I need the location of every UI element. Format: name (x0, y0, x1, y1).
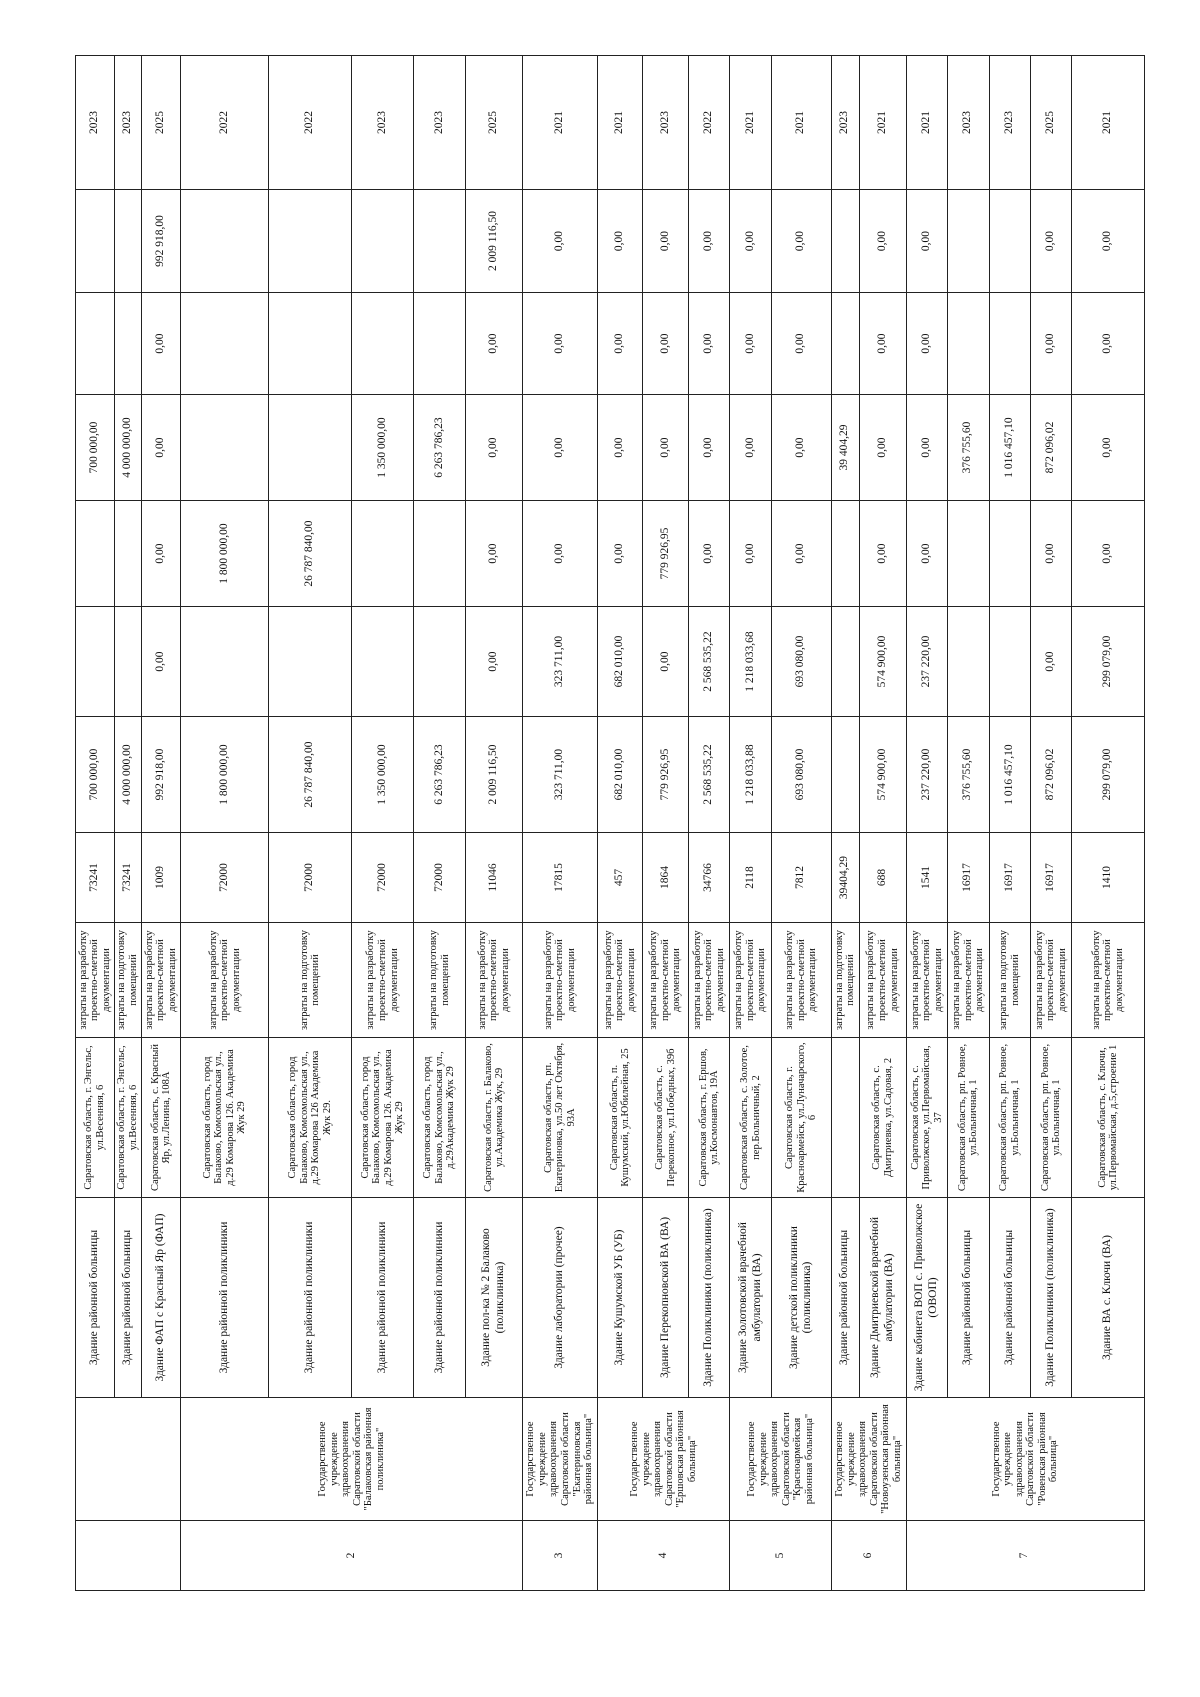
table-row (1031, 56, 1072, 1591)
cell-total: 700 000,00 (76, 717, 115, 833)
cell-vb: 0,00 (906, 190, 947, 293)
cell-mb: 4 000 000,00 (114, 395, 141, 501)
cell-rb (76, 501, 115, 607)
cell-mb: 1 016 457,10 (989, 395, 1030, 501)
cell-address: Саратовская область, г. Ершов, ул.Космонавтов, 19А (689, 1038, 730, 1198)
cell-object: Здание пол-ка № 2 Балаково (поликлиника) (466, 1198, 523, 1398)
cell-fb: 237 220,00 (906, 607, 947, 717)
cell-rb: 0,00 (771, 501, 831, 607)
cell-object: Здание районной поликлиники (269, 1198, 352, 1398)
cell-vb (269, 190, 352, 293)
cell-ob (948, 293, 989, 395)
cell-fb (414, 607, 466, 717)
cell-total: 376 755,60 (948, 717, 989, 833)
cell-address: Саратовская область, с. Дмитриевка, ул.Садовая, 2 (859, 1038, 906, 1198)
cell-cost-type: затраты на разработку проектно-сметной документации (76, 923, 115, 1038)
cell-fb: 574 900,00 (859, 607, 906, 717)
cell-total: 992 918,00 (141, 717, 180, 833)
cell-object: Здание кабинета ВОП с. Приволжское (ОВОП) (906, 1198, 947, 1398)
cell-ob: 0,00 (730, 293, 771, 395)
cell-address (831, 1038, 859, 1198)
cell-total: 682 010,00 (597, 717, 643, 833)
cell-object: Здание районной больницы (989, 1198, 1030, 1398)
cell-area: 72000 (181, 833, 269, 923)
cell-vb (181, 190, 269, 293)
cell-year: 2023 (76, 56, 115, 190)
cell-address: Саратовская область, с. Красный Яр, ул.Ленина, 108А (141, 1038, 180, 1198)
cell-address: Саратовская область, город Балаково, Комсомольская ул., д.29Академика Жук 29 (414, 1038, 466, 1198)
cell-rb: 0,00 (906, 501, 947, 607)
cell-cost-type: затраты на разработку проектно-сметной документации (352, 923, 414, 1038)
cell-mb: 0,00 (597, 395, 643, 501)
cell-year: 2021 (906, 56, 947, 190)
cell-mb: 39 404,29 (831, 395, 859, 501)
cell-vb (831, 190, 859, 293)
cell-ob (831, 293, 859, 395)
cell-ob: 0,00 (523, 293, 598, 395)
cell-year: 2023 (948, 56, 989, 190)
cell-area: 17815 (523, 833, 598, 923)
cell-rb (948, 501, 989, 607)
cell-fb (181, 607, 269, 717)
institution-cell: Государственное учреждение здравоохранения Саратовской области "Балаковская районная поликлиника" (181, 1398, 523, 1521)
cell-ob: 0,00 (1072, 293, 1145, 395)
cell-mb: 872 096,02 (1031, 395, 1072, 501)
cell-rb (414, 501, 466, 607)
cell-address: Саратовская область, город Балаково, Комсомольская ул., д.29 Комарова 126 Академика Жук 29. (269, 1038, 352, 1198)
cell-fb (114, 607, 141, 717)
cell-address: Саратовская область, с. Приволжское, ул.Первомайская, 37 (906, 1038, 947, 1198)
cell-cost-type: затраты на подготовку помещений (114, 923, 141, 1038)
cell-total: 2 009 116,50 (466, 717, 523, 833)
table-row (1072, 56, 1145, 1591)
institution-cell: Государственное учреждение здравоохранения Саратовской области "Ровенская районная больница" (906, 1398, 1144, 1521)
cell-mb: 1 350 000,00 (352, 395, 414, 501)
cell-rb: 0,00 (859, 501, 906, 607)
institution-cell (76, 1398, 181, 1521)
cell-rb (989, 501, 1030, 607)
cell-address: Саратовская область, п. Кушумский, ул.Юбилейная, 25 (597, 1038, 643, 1198)
cell-total: 1 218 033,88 (730, 717, 771, 833)
cell-area: 1541 (906, 833, 947, 923)
cell-vb (76, 190, 115, 293)
row-number-cell (76, 1521, 181, 1591)
cell-year: 2023 (352, 56, 414, 190)
cell-ob: 0,00 (771, 293, 831, 395)
cell-fb: 323 711,00 (523, 607, 598, 717)
cell-year: 2023 (114, 56, 141, 190)
cell-area: 16917 (948, 833, 989, 923)
institution-cell: Государственное учреждение здравоохранения Саратовской области "Новоузенская районная больница" (831, 1398, 906, 1521)
cell-ob: 0,00 (906, 293, 947, 395)
table-row (181, 56, 269, 1591)
cell-area: 688 (859, 833, 906, 923)
cell-address: Саратовская область, город Балаково, Комсомольская ул., д.29 Комарова 126. Академика Жук 29 (181, 1038, 269, 1198)
cell-cost-type: затраты на разработку проектно-сметной документации (689, 923, 730, 1038)
cell-vb: 992 918,00 (141, 190, 180, 293)
cell-cost-type: затраты на разработку проектно-сметной документации (771, 923, 831, 1038)
institution-cell: Государственное учреждение здравоохранения Саратовской области "Красноармейская районная больница" (730, 1398, 831, 1521)
cell-vb (948, 190, 989, 293)
cell-cost-type: затраты на разработку проектно-сметной документации (141, 923, 180, 1038)
cell-total: 4 000 000,00 (114, 717, 141, 833)
cell-area: 72000 (269, 833, 352, 923)
cell-area: 72000 (352, 833, 414, 923)
cell-fb (831, 607, 859, 717)
cell-vb: 0,00 (859, 190, 906, 293)
cell-address: Саратовская область, г. Энгельс, ул.Весенняя, 6 (114, 1038, 141, 1198)
row-number-cell: 5 (730, 1521, 831, 1591)
cell-object: Здание районной больницы (831, 1198, 859, 1398)
rotated-table-wrapper (75, 56, 1145, 1591)
cell-total: 1 800 000,00 (181, 717, 269, 833)
table-row (771, 56, 831, 1591)
cell-area: 457 (597, 833, 643, 923)
cell-total: 574 900,00 (859, 717, 906, 833)
cell-cost-type: затраты на разработку проектно-сметной документации (523, 923, 598, 1038)
cell-total: 693 080,00 (771, 717, 831, 833)
cell-total: 1 350 000,00 (352, 717, 414, 833)
cell-mb: 0,00 (730, 395, 771, 501)
cell-vb (414, 190, 466, 293)
cell-rb: 0,00 (1072, 501, 1145, 607)
cell-mb (269, 395, 352, 501)
cell-vb (352, 190, 414, 293)
cell-object: Здание лаборатории (прочее) (523, 1198, 598, 1398)
table-row (269, 56, 352, 1591)
cell-ob: 0,00 (689, 293, 730, 395)
cell-mb: 0,00 (906, 395, 947, 501)
cell-fb (76, 607, 115, 717)
cell-mb: 376 755,60 (948, 395, 989, 501)
cell-address: Саратовская область, г. Энгельс, ул.Весенняя, 6 (76, 1038, 115, 1198)
cell-year: 2022 (269, 56, 352, 190)
cell-ob: 0,00 (141, 293, 180, 395)
cell-area: 34766 (689, 833, 730, 923)
cell-fb: 0,00 (643, 607, 689, 717)
row-number-cell: 4 (597, 1521, 730, 1591)
table-row (831, 56, 859, 1591)
cell-object: Здание районной поликлиники (414, 1198, 466, 1398)
cell-address: Саратовская область, с. Ключи, ул.Первомайская, д.5,строение 1 (1072, 1038, 1145, 1198)
cell-address: Саратовская область, с. Золотое, пер.Больничный, 2 (730, 1038, 771, 1198)
cell-year: 2021 (597, 56, 643, 190)
cell-ob: 0,00 (1031, 293, 1072, 395)
cell-cost-type: затраты на разработку проектно-сметной документации (906, 923, 947, 1038)
cell-rb: 0,00 (466, 501, 523, 607)
cell-area: 2118 (730, 833, 771, 923)
cell-vb: 0,00 (523, 190, 598, 293)
table-row (466, 56, 523, 1591)
cell-rb: 0,00 (597, 501, 643, 607)
cell-mb: 0,00 (141, 395, 180, 501)
funding-table (75, 55, 1145, 1591)
cell-mb: 6 263 786,23 (414, 395, 466, 501)
cell-year: 2025 (1031, 56, 1072, 190)
cell-area: 16917 (1031, 833, 1072, 923)
cell-cost-type: затраты на подготовку помещений (831, 923, 859, 1038)
cell-address: Саратовская область, рп. Ровное, ул.Больничная, 1 (1031, 1038, 1072, 1198)
cell-year: 2023 (989, 56, 1030, 190)
cell-vb: 2 009 116,50 (466, 190, 523, 293)
cell-ob (414, 293, 466, 395)
cell-rb: 0,00 (523, 501, 598, 607)
cell-total (831, 717, 859, 833)
cell-cost-type: затраты на подготовку помещений (989, 923, 1030, 1038)
institution-cell: Государственное учреждение здравоохранения Саратовской области "Екатериновская районная больница" (523, 1398, 598, 1521)
cell-object: Здание Перекопновской ВА (ВА) (643, 1198, 689, 1398)
cell-fb: 682 010,00 (597, 607, 643, 717)
cell-ob (114, 293, 141, 395)
cell-address: Саратовская область, рп. Ровное, ул.Больничная, 1 (989, 1038, 1030, 1198)
cell-vb (114, 190, 141, 293)
cell-cost-type: затраты на подготовку помещений (269, 923, 352, 1038)
cell-ob (989, 293, 1030, 395)
cell-rb (114, 501, 141, 607)
cell-address: Саратовская область, город Балаково, Комсомольская ул., д.29 Комарова 126. Академика Жук 29 (352, 1038, 414, 1198)
cell-year: 2025 (141, 56, 180, 190)
cell-address: Саратовская область, рп. Екатериновка, ул.50 лет Октября, 93А (523, 1038, 598, 1198)
cell-mb: 0,00 (689, 395, 730, 501)
cell-vb (989, 190, 1030, 293)
cell-total: 2 568 535,22 (689, 717, 730, 833)
cell-address: Саратовская область, г. Красноармейск, ул.Луначарского, 6 (771, 1038, 831, 1198)
table-row (523, 56, 598, 1591)
cell-area: 72000 (414, 833, 466, 923)
cell-address: Саратовская область, с. Перекопное, ул.Победных, 39б (643, 1038, 689, 1198)
cell-object: Здание Золотовской врачебной амбулатории (ВА) (730, 1198, 771, 1398)
cell-fb: 693 080,00 (771, 607, 831, 717)
cell-cost-type: затраты на разработку проектно-сметной документации (1031, 923, 1072, 1038)
cell-year: 2023 (831, 56, 859, 190)
cell-ob (76, 293, 115, 395)
cell-fb: 299 079,00 (1072, 607, 1145, 717)
cell-vb: 0,00 (1072, 190, 1145, 293)
cell-object: Здание районной поликлиники (352, 1198, 414, 1398)
cell-fb: 0,00 (466, 607, 523, 717)
cell-rb (831, 501, 859, 607)
cell-object: Здание Дмитриевской врачебной амбулатории (ВА) (859, 1198, 906, 1398)
cell-cost-type: затраты на разработку проектно-сметной документации (859, 923, 906, 1038)
cell-fb: 2 568 535,22 (689, 607, 730, 717)
cell-total: 26 787 840,00 (269, 717, 352, 833)
cell-mb: 0,00 (523, 395, 598, 501)
table-row (689, 56, 730, 1591)
cell-ob: 0,00 (466, 293, 523, 395)
cell-ob (269, 293, 352, 395)
cell-year: 2021 (730, 56, 771, 190)
cell-total: 1 016 457,10 (989, 717, 1030, 833)
cell-vb: 0,00 (1031, 190, 1072, 293)
cell-object: Здание районной больницы (114, 1198, 141, 1398)
cell-fb (948, 607, 989, 717)
cell-mb: 0,00 (771, 395, 831, 501)
cell-object: Здание районной больницы (948, 1198, 989, 1398)
cell-fb: 0,00 (1031, 607, 1072, 717)
cell-address: Саратовская область, рп. Ровное, ул.Больничная, 1 (948, 1038, 989, 1198)
cell-cost-type: затраты на разработку проектно-сметной документации (730, 923, 771, 1038)
table-row (597, 56, 643, 1591)
cell-cost-type: затраты на разработку проектно-сметной документации (597, 923, 643, 1038)
cell-area: 11046 (466, 833, 523, 923)
cell-area: 1009 (141, 833, 180, 923)
cell-rb: 0,00 (141, 501, 180, 607)
cell-mb: 0,00 (466, 395, 523, 501)
cell-year: 2025 (466, 56, 523, 190)
cell-fb: 0,00 (141, 607, 180, 717)
cell-vb: 0,00 (730, 190, 771, 293)
cell-rb: 26 787 840,00 (269, 501, 352, 607)
cell-cost-type: затраты на разработку проектно-сметной документации (181, 923, 269, 1038)
cell-ob (352, 293, 414, 395)
cell-object: Здание ФАП с Красный Яр (ФАП) (141, 1198, 180, 1398)
cell-address: Саратовская область, г. Балаково, ул.Академика Жук, 29 (466, 1038, 523, 1198)
institution-cell: Государственное учреждение здравоохранения Саратовской области "Ершовская районная больница" (597, 1398, 730, 1521)
table-row (76, 56, 115, 1591)
cell-area: 16917 (989, 833, 1030, 923)
cell-area: 7812 (771, 833, 831, 923)
cell-area: 1410 (1072, 833, 1145, 923)
cell-object: Здание детской поликлиники (поликлиника) (771, 1198, 831, 1398)
table-row (989, 56, 1030, 1591)
cell-fb (989, 607, 1030, 717)
cell-rb (352, 501, 414, 607)
table-row (859, 56, 906, 1591)
cell-ob: 0,00 (643, 293, 689, 395)
table-row (730, 56, 771, 1591)
table-row (114, 56, 141, 1591)
cell-object: Здание Поликлиники (поликлиника) (689, 1198, 730, 1398)
row-number-cell: 6 (831, 1521, 906, 1591)
cell-area: 73241 (114, 833, 141, 923)
cell-fb: 1 218 033,68 (730, 607, 771, 717)
cell-year: 2022 (689, 56, 730, 190)
cell-fb (352, 607, 414, 717)
cell-total: 237 220,00 (906, 717, 947, 833)
cell-mb: 0,00 (1072, 395, 1145, 501)
cell-ob: 0,00 (859, 293, 906, 395)
cell-mb: 0,00 (859, 395, 906, 501)
cell-area: 39404,29 (831, 833, 859, 923)
table-row (643, 56, 689, 1591)
cell-rb: 0,00 (1031, 501, 1072, 607)
cell-year: 2022 (181, 56, 269, 190)
cell-year: 2023 (414, 56, 466, 190)
table-row (948, 56, 989, 1591)
cell-area: 73241 (76, 833, 115, 923)
cell-ob: 0,00 (597, 293, 643, 395)
cell-rb: 779 926,95 (643, 501, 689, 607)
cell-cost-type: затраты на разработку проектно-сметной документации (948, 923, 989, 1038)
table-row (414, 56, 466, 1591)
cell-vb: 0,00 (689, 190, 730, 293)
cell-object: Здание Поликлиники (поликлиника) (1031, 1198, 1072, 1398)
cell-ob (181, 293, 269, 395)
cell-object: Здание районной больницы (76, 1198, 115, 1398)
cell-object: Здание ВА с. Ключи (ВА) (1072, 1198, 1145, 1398)
cell-total: 779 926,95 (643, 717, 689, 833)
cell-total: 299 079,00 (1072, 717, 1145, 833)
cell-vb: 0,00 (597, 190, 643, 293)
cell-year: 2021 (859, 56, 906, 190)
cell-mb: 700 000,00 (76, 395, 115, 501)
cell-rb: 0,00 (689, 501, 730, 607)
cell-cost-type: затраты на разработку проектно-сметной документации (466, 923, 523, 1038)
cell-total: 872 096,02 (1031, 717, 1072, 833)
cell-cost-type: затраты на подготовку помещений (414, 923, 466, 1038)
table-row (141, 56, 180, 1591)
cell-total: 323 711,00 (523, 717, 598, 833)
cell-mb: 0,00 (643, 395, 689, 501)
cell-cost-type: затраты на разработку проектно-сметной документации (1072, 923, 1145, 1038)
cell-year: 2021 (523, 56, 598, 190)
cell-year: 2021 (771, 56, 831, 190)
cell-year: 2023 (643, 56, 689, 190)
cell-year: 2021 (1072, 56, 1145, 190)
cell-mb (181, 395, 269, 501)
cell-area: 1864 (643, 833, 689, 923)
cell-fb (269, 607, 352, 717)
cell-total: 6 263 786,23 (414, 717, 466, 833)
cell-object: Здание Кушумской УБ (УБ) (597, 1198, 643, 1398)
cell-cost-type: затраты на разработку проектно-сметной документации (643, 923, 689, 1038)
table-row (352, 56, 414, 1591)
cell-vb: 0,00 (771, 190, 831, 293)
cell-vb: 0,00 (643, 190, 689, 293)
table-row (906, 56, 947, 1591)
cell-rb: 1 800 000,00 (181, 501, 269, 607)
row-number-cell: 2 (181, 1521, 523, 1591)
cell-rb: 0,00 (730, 501, 771, 607)
cell-object: Здание районной поликлиники (181, 1198, 269, 1398)
row-number-cell: 7 (906, 1521, 1144, 1591)
row-number-cell: 3 (523, 1521, 598, 1591)
